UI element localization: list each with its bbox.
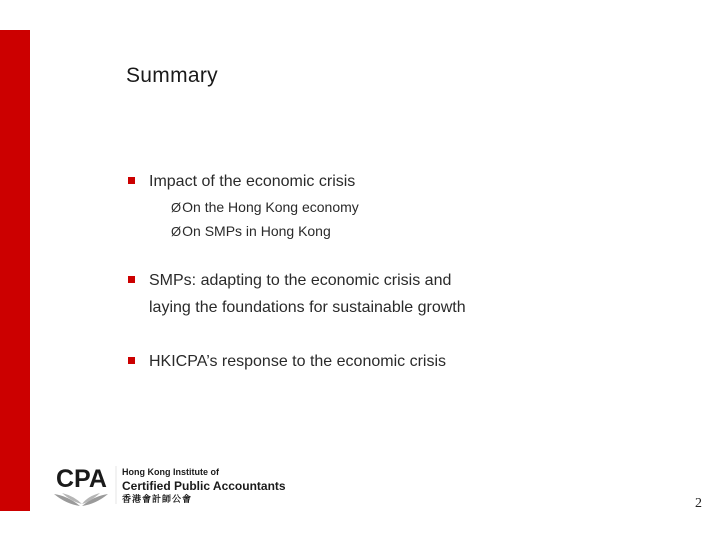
logo-line-2: Certified Public Accountants [122,479,286,493]
bullet-marker [128,177,135,184]
bullet-item-2 [128,267,466,321]
page-number: 2 [695,496,702,511]
bullet-text: HKICPA’s response to the economic crisis [149,353,447,370]
sub-item-1 [171,197,359,218]
left-accent-bar [0,30,30,511]
logo-line-3: 香港會計師公會 [122,494,193,504]
bullet-marker [128,276,135,283]
bullet-marker [128,357,135,364]
logo-line-1: Hong Kong Institute of [122,467,219,477]
arrow-bullet-icon: Ø [171,224,182,239]
bullet-text: Impact of the economic crisis [149,173,356,190]
sub-item-text: On SMPs in Hong Kong [182,223,331,239]
arrow-bullet-icon: Ø [171,200,182,215]
sub-item-2 [171,221,331,242]
bullet-item-1 [128,168,355,195]
logo-abbr: CPA [56,465,107,493]
bullet-text-line-2: laying the foundations for sustainable growth [149,299,466,316]
logo-wordmark [122,466,286,505]
sub-item-text: On the Hong Kong economy [182,199,359,215]
bullet-text-line-1: SMPs: adapting to the economic crisis and [149,272,452,289]
slide-title: Summary [126,64,218,87]
bullet-item-3 [128,348,446,375]
